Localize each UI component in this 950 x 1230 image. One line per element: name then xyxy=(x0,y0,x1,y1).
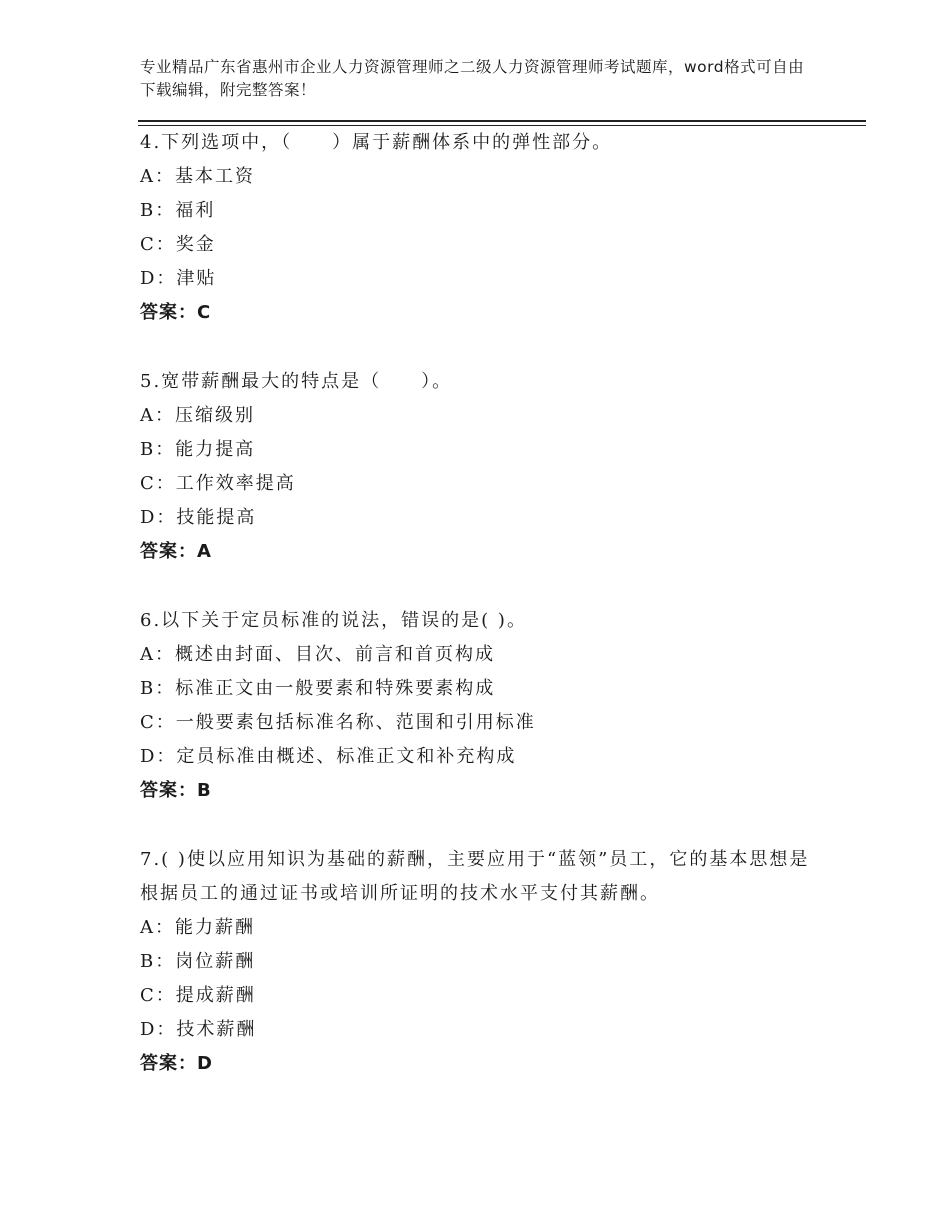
question-stem: 5.宽带薪酬最大的特点是（ ）。 xyxy=(140,371,453,392)
option-a: A：基本工资 xyxy=(140,166,255,187)
option-a: A：压缩级别 xyxy=(140,405,255,426)
question-stem: 4.下列选项中，（ ）属于薪酬体系中的弹性部分。 xyxy=(140,132,613,153)
option-b: B：能力提高 xyxy=(140,439,256,460)
option-b: B：标准正文由一般要素和特殊要素构成 xyxy=(140,678,496,699)
option-a: A：能力薪酬 xyxy=(140,917,255,938)
header-rule-thick xyxy=(138,120,866,122)
option-b: B：岗位薪酬 xyxy=(140,951,256,972)
question-5 xyxy=(140,365,820,569)
question-stem: 7.( )使以应用知识为基础的薪酬，主要应用于“蓝领”员工，它的基本思想是根据员工的通过证书或培训所证明的技术水平支付其薪酬。 xyxy=(140,849,810,904)
answer-label: 答案：A xyxy=(140,541,212,562)
answer-label: 答案：D xyxy=(140,1053,213,1074)
question-7 xyxy=(140,843,820,1081)
question-stem: 6.以下关于定员标准的说法，错误的是( )。 xyxy=(140,610,527,631)
option-c: C：提成薪酬 xyxy=(140,985,256,1006)
question-6 xyxy=(140,604,820,808)
option-d: D：定员标准由概述、标准正文和补充构成 xyxy=(140,746,517,767)
document-header: 专业精品广东省惠州市企业人力资源管理师之二级人力资源管理师考试题库，word格式可自由下载编辑，附完整答案！ xyxy=(140,58,805,99)
option-a: A：概述由封面、目次、前言和首页构成 xyxy=(140,644,495,665)
option-d: D：津贴 xyxy=(140,268,217,289)
option-b: B：福利 xyxy=(140,200,216,221)
question-4 xyxy=(140,126,820,330)
question-list xyxy=(140,126,820,1081)
answer-label: 答案：C xyxy=(140,302,212,323)
option-c: C：工作效率提高 xyxy=(140,473,296,494)
answer-label: 答案：B xyxy=(140,780,212,801)
option-c: C：奖金 xyxy=(140,234,216,255)
option-d: D：技能提高 xyxy=(140,507,257,528)
option-c: C：一般要素包括标准名称、范围和引用标准 xyxy=(140,712,536,733)
option-d: D：技术薪酬 xyxy=(140,1019,257,1040)
